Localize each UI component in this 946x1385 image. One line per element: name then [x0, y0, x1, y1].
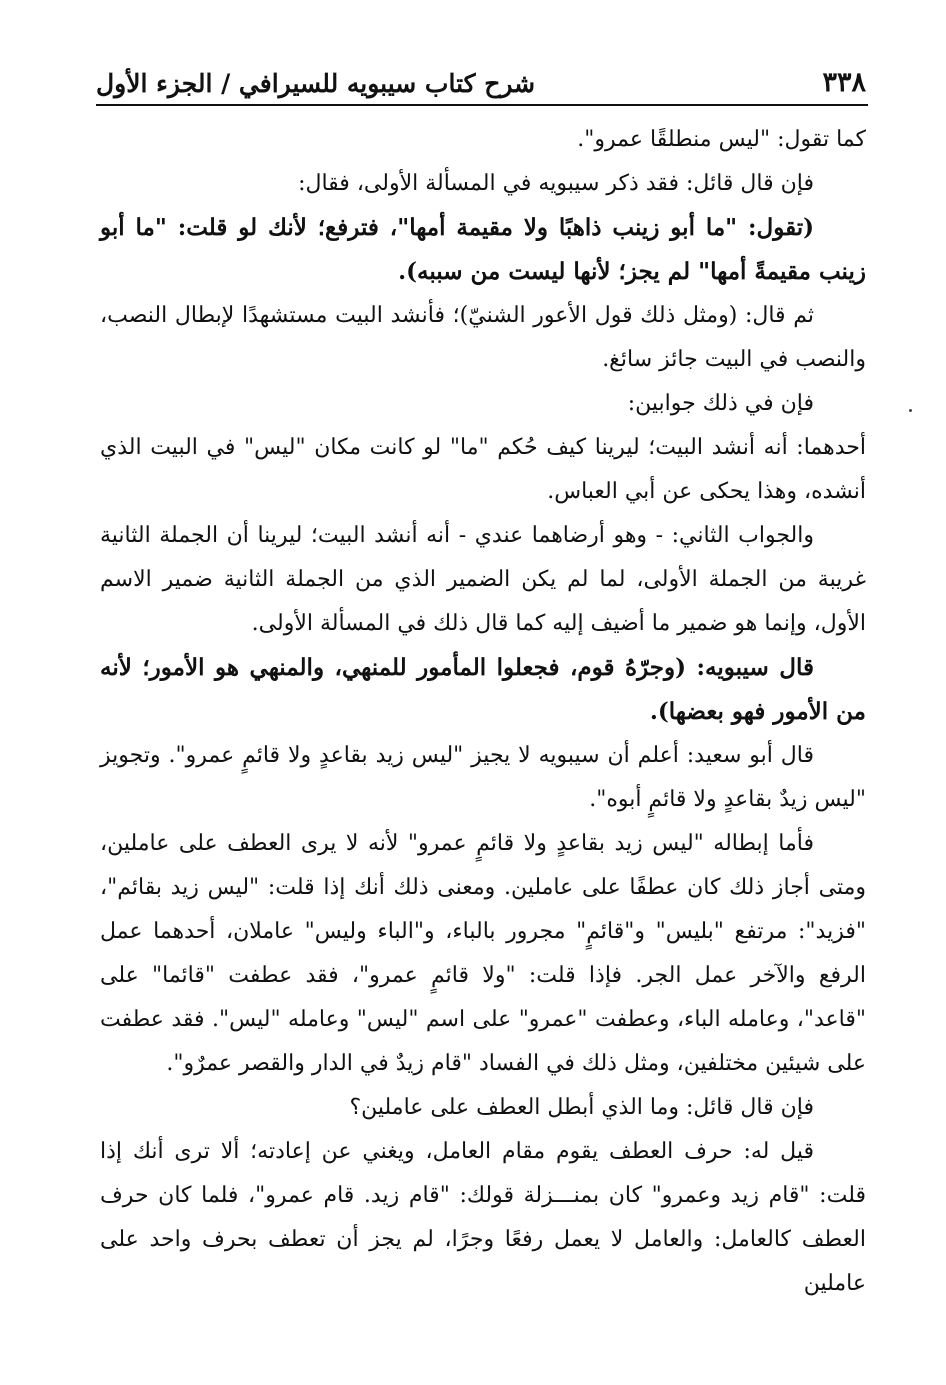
- paragraph: أحدهما: أنه أنشد البيت؛ ليرينا كيف حُكم "ما" لو كانت مكان "ليس" في البيت الذي أنشده، وهذا يحكى عن أبي العباس.: [100, 435, 866, 504]
- body-text: [100, 118, 866, 1306]
- paragraph: كما تقول: "ليس منطلقًا عمرو".: [577, 127, 866, 152]
- paragraph: قال سيبويه: (وجرّهُ قوم، فجعلوا المأمور للمنهي، والمنهي هو الأمور؛ لأنه من الأمور فهو بعضها).: [100, 654, 866, 725]
- paragraph: ثم قال: (ومثل ذلك قول الأعور الشنيّ)؛ فأنشد البيت مستشهدًا لإبطال النصب، والنصب في البيت جائز سائغ.: [100, 303, 866, 372]
- page-number: ٣٣٨: [822, 67, 866, 98]
- paragraph: (تقول: "ما أبو زينب ذاهبًا ولا مقيمة أمها"، فترفع؛ لأنك لو قلت: "ما أبو زينب مقيمةً أمها" لم يجز؛ لأنها ليست من سببه).: [100, 214, 866, 285]
- scan-speck: [909, 409, 912, 412]
- paragraph: فإن قال قائل: وما الذي أبطل العطف على عاملين؟: [349, 1095, 814, 1120]
- header-rule: [96, 104, 868, 106]
- paragraph: فإن في ذلك جوابين:: [627, 391, 814, 416]
- paragraph: قيل له: حرف العطف يقوم مقام العامل، ويغني عن إعادته؛ ألا ترى أنك إذا قلت: "قام زيد وعمرو" كان بمنـــزلة قولك: "قام زيد. قام عمرو"، فلما كان حرف العطف كالعامل: والعامل لا يعمل رفعًا وجرًا، لم يجز أن تعطف بحرف واحد على عاملين: [100, 1139, 866, 1296]
- paragraph: والجواب الثاني: - وهو أرضاهما عندي - أنه أنشد البيت؛ ليرينا أن الجملة الثانية غريبة من الجملة الأولى، لما لم يكن الضمير الذي من الجملة الثانية ضمير الاسم الأول، وإنما هو ضمير ما أضيف إليه كما قال ذلك في المسألة الأولى.: [100, 523, 866, 636]
- paragraph: فإن قال قائل: فقد ذكر سيبويه في المسألة الأولى، فقال:: [298, 171, 814, 196]
- paragraph: فأما إبطاله "ليس زيد بقاعدٍ ولا قائمٍ عمرو" لأنه لا يرى العطف على عاملين، ومتى أجاز ذلك كان عطفًا على عاملين. ومعنى ذلك أنك إذا قلت: "ليس زيد بقائم"، "فزيد": مرتفع "بليس" و"قائمٍ" مجرور بالباء، و"الباء وليس" عاملان، أحدهما عمل الرفع والآخر عمل الجر. فإذا قلت: "ولا قائمٍ عمرو"، فقد عطفت "قائما" على "قاعد"، وعامله الباء، وعطفت "عمرو" على اسم "ليس" وعامله "ليس". فقد عطفت على شيئين مختلفين، ومثل ذلك في الفساد "قام زيدٌ في الدار والقصر عمرٌو".: [100, 831, 866, 1076]
- paragraph: قال أبو سعيد: أعلم أن سيبويه لا يجيز "ليس زيد بقاعدٍ ولا قائمٍ عمرو". وتجويز "ليس زيدٌ بقاعدٍ ولا قائمٍ أبوه".: [100, 743, 866, 812]
- page-header: [96, 52, 866, 98]
- running-title: شرح كتاب سيبويه للسيرافي / الجزء الأول: [96, 69, 536, 98]
